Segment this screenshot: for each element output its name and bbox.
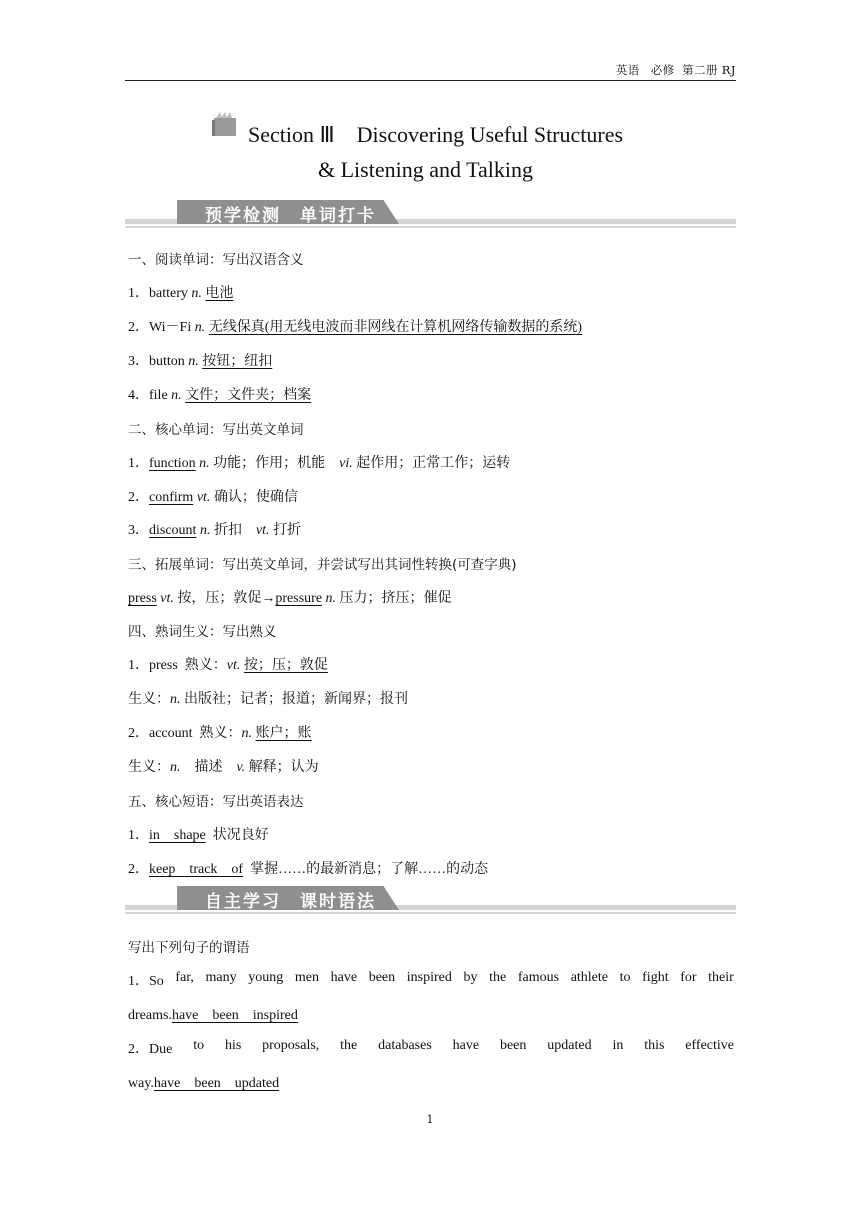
page-number: 1 (426, 1113, 434, 1126)
answer-blank: pressure (275, 591, 323, 606)
title-line-1: Section Ⅲ Discovering Useful Structures (248, 122, 624, 147)
answer-blank: 按；压；敦促 (243, 658, 328, 673)
section-heading: 二、核心单词：写出英文单词 (128, 422, 304, 438)
banner-preview-label: 预学检测 单词打卡 (205, 206, 376, 226)
answer-blank: discount (149, 523, 197, 538)
banner-grammar (125, 886, 736, 920)
answer-blank: 按钮；纽扣 (202, 354, 273, 369)
question-line: 1．So far, many young men have been inspired by the famous athlete to fight for their (128, 970, 734, 989)
section-heading: 一、阅读单词：写出汉语含义 (128, 252, 304, 268)
header-book: 必修 (650, 63, 675, 77)
header-volume: 第二册 (682, 63, 719, 77)
section-heading: 四、熟词生义：写出熟义 (128, 624, 277, 640)
list-item: 2．account 熟义：n. 账户；账 (128, 726, 312, 741)
list-item: 1．battery n. 电池 (128, 286, 234, 301)
banner-preview (125, 200, 736, 234)
title-line-2: & Listening and Talking (318, 157, 533, 182)
list-item: 2．Wi－Fi n. 无线保真(用无线电波而非网线在计算机网络传输数据的系统) (128, 320, 583, 335)
list-item: 3．discount n. 折扣 vt. 打折 (128, 523, 302, 538)
list-item: 生义：n. 出版社；记者；报道；新闻界；报刊 (128, 692, 408, 707)
list-item: 2．keep track of 掌握……的最新消息；了解……的动态 (128, 862, 489, 877)
answer-blank: have been inspired (171, 1008, 298, 1023)
answer-blank: 文件；文件夹；档案 (185, 388, 312, 403)
answer-blank: keep track of (149, 862, 244, 877)
book-icon (212, 110, 238, 138)
question-line: 2．Due to his proposals, the databases have been updated in this effective (128, 1038, 734, 1057)
list-item: 3．button n. 按钮；纽扣 (128, 354, 273, 369)
answer-blank: have been updated (153, 1076, 280, 1091)
instruction: 写出下列句子的谓语 (128, 940, 250, 956)
list-item: 1．function n. 功能；作用；机能 vi. 起作用；正常工作；运转 (128, 456, 511, 471)
list-item: 1．press 熟义：vt. 按；压；敦促 (128, 658, 328, 673)
question-line: dreams.have been inspired (128, 1008, 298, 1023)
list-item: 2．confirm vt. 确认；使确信 (128, 490, 298, 505)
answer-blank: in shape (149, 828, 206, 843)
list-item: 生义：n. 描述 v. 解释；认为 (128, 760, 319, 775)
section-heading: 三、拓展单词：写出英文单词，并尝试写出其词性转换(可查字典) (128, 557, 517, 573)
banner-grammar-label: 自主学习 课时语法 (205, 892, 376, 912)
list-item: 4．file n. 文件；文件夹；档案 (128, 388, 312, 403)
header-edition: RJ (721, 63, 736, 77)
answer-blank: 无线保真(用无线电波而非网线在计算机网络传输数据的系统) (208, 320, 583, 335)
answer-blank: 账户；账 (255, 726, 312, 741)
section-heading: 五、核心短语：写出英语表达 (128, 794, 304, 810)
answer-blank: press (128, 591, 157, 606)
header-subject: 英语 (615, 63, 640, 77)
answer-blank: confirm (149, 490, 194, 505)
list-item: 1．in shape 状况良好 (128, 828, 269, 843)
list-item: press vt. 按，压；敦促→pressure n. 压力；挤压；催促 (128, 591, 452, 606)
answer-blank: function (149, 456, 196, 471)
question-line: way.have been updated (128, 1076, 280, 1091)
page-header (125, 62, 736, 81)
answer-blank: 电池 (205, 286, 234, 301)
